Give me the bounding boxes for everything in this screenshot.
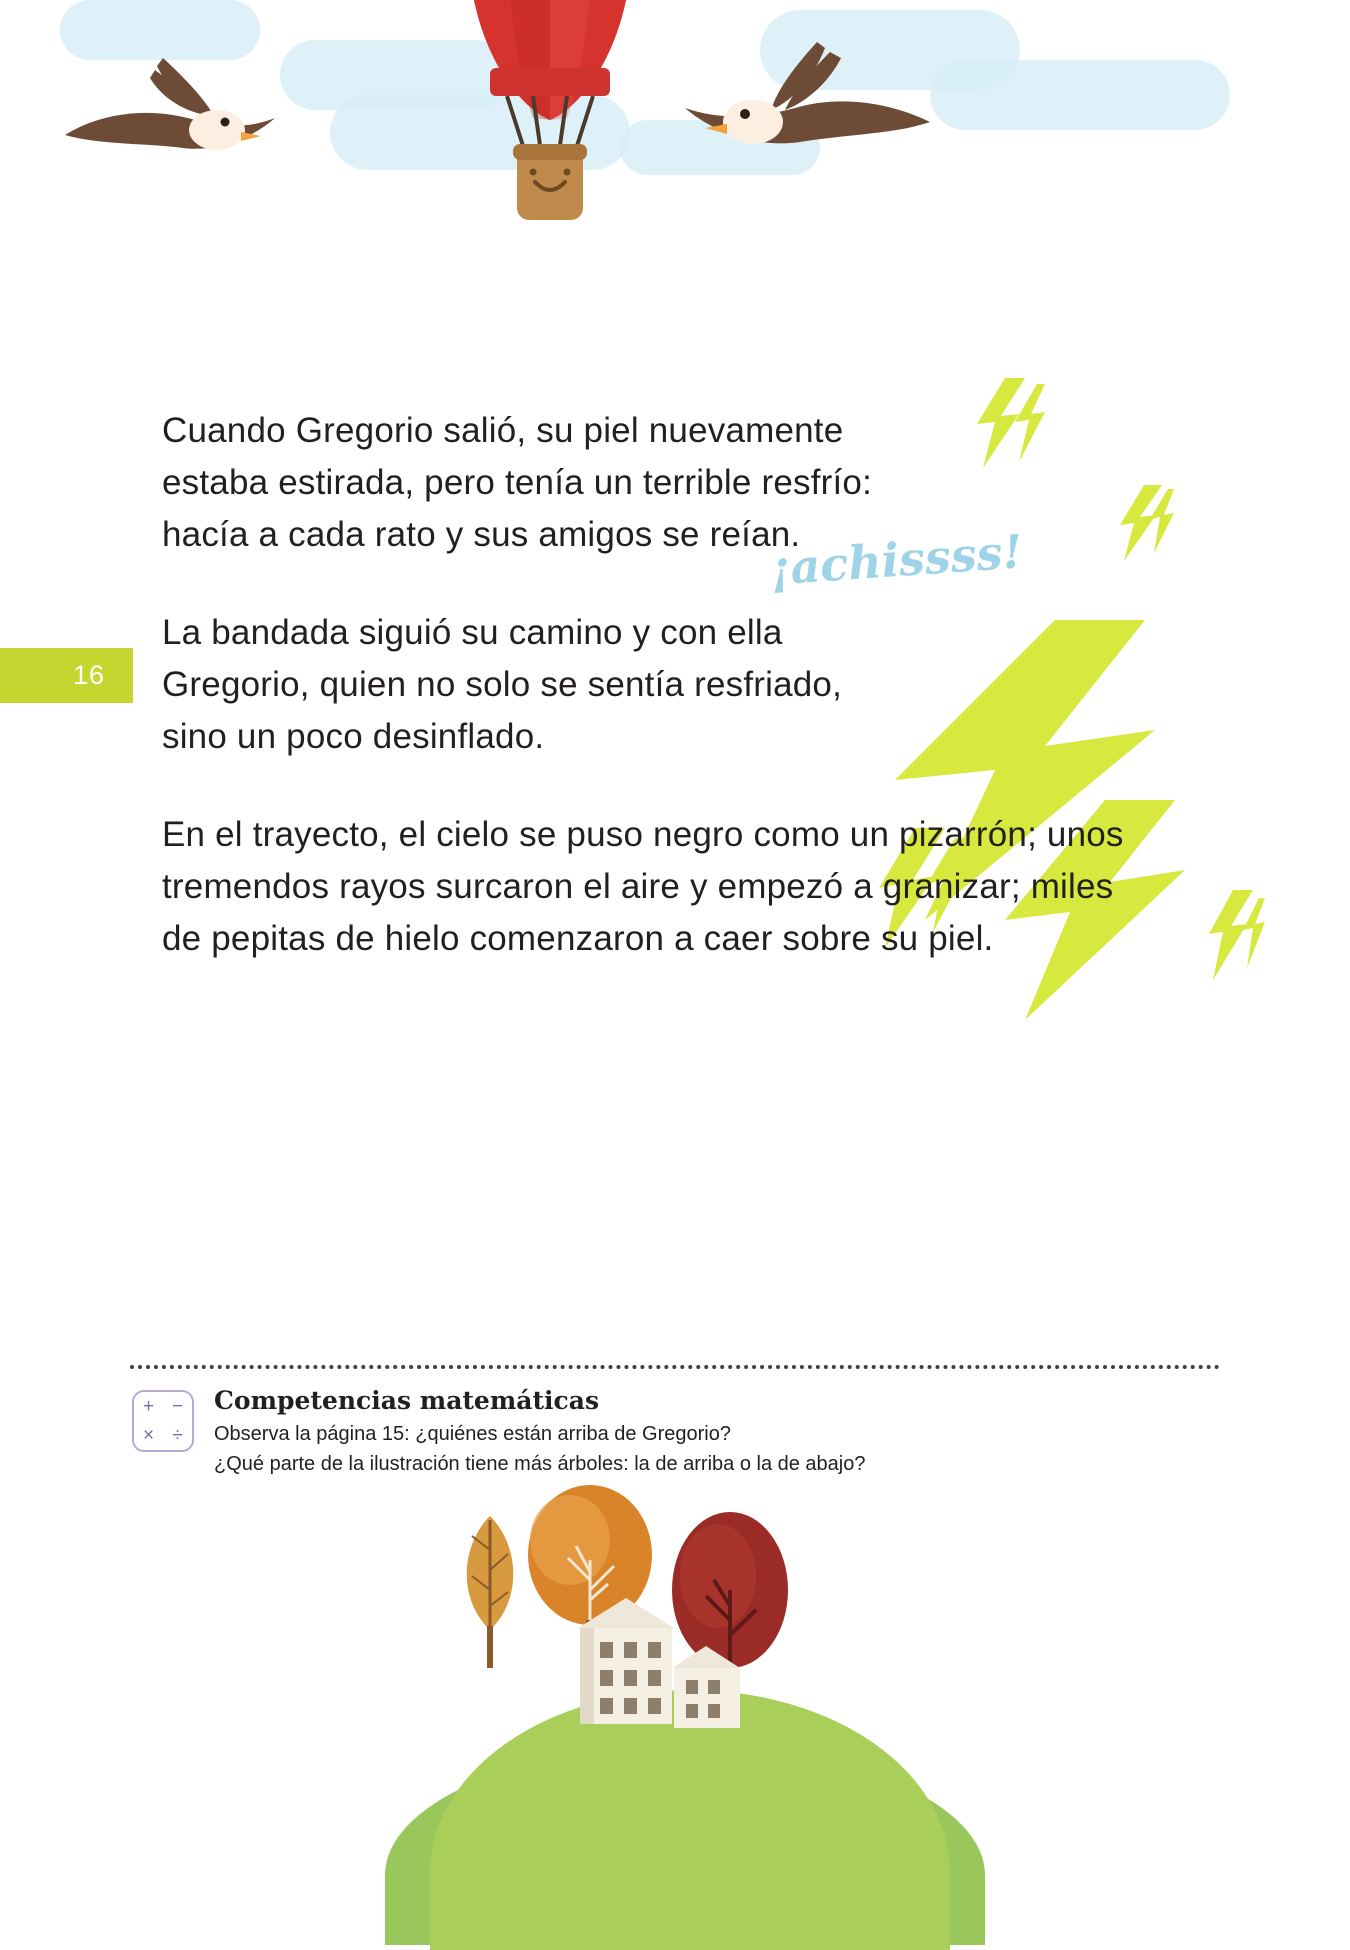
divide-symbol: ÷	[172, 1424, 183, 1446]
sky-illustration	[0, 0, 1350, 300]
section-divider	[130, 1365, 1220, 1369]
story-paragraph-1: Cuando Gregorio salió, su piel nuevamente estaba estirada, pero tenía un terrible resfrío: hacía a cada rato y sus amigos se reían.	[162, 411, 872, 554]
story-paragraph-2: La bandada siguió su camino y con ella Gregorio, quien no solo se sentía resfriado, sino un poco desinflado.	[162, 613, 843, 756]
minus-symbol: −	[171, 1395, 184, 1417]
math-operations-icon	[132, 1390, 194, 1452]
bird-right-icon	[645, 30, 945, 170]
page-number: 16	[72, 660, 105, 690]
competencias-block	[132, 1386, 1232, 1479]
times-symbol: ×	[142, 1424, 155, 1446]
competencias-title: Competencias matemáticas	[214, 1386, 600, 1415]
competencias-text	[214, 1386, 866, 1479]
competencias-question-1: Observa la página 15: ¿quiénes están arriba de Gregorio?	[214, 1423, 731, 1445]
sound-effect-text: ¡achissss!	[768, 524, 1025, 596]
story-text	[162, 405, 1142, 1011]
plus-symbol: +	[142, 1395, 155, 1417]
cloud-4	[930, 60, 1230, 130]
story-paragraph-3: En el trayecto, el cielo se puso negro como un pizarrón; unos tremendos rayos surcaron el aire y empezó a granizar; miles de pepitas de hielo comenzaron a caer sobre su piel.	[162, 815, 1124, 958]
competencias-question-2: ¿Qué parte de la ilustración tiene más árboles: la de arriba o la de abajo?	[214, 1453, 866, 1475]
hot-air-balloon-icon	[455, 0, 645, 270]
lightning-bolt-small-4	[1205, 890, 1265, 980]
small-leaf-tree-icon	[467, 1516, 514, 1668]
page-number-tab	[0, 648, 133, 703]
bottom-scene-illustration	[430, 1480, 950, 1800]
bird-left-icon	[55, 40, 285, 160]
